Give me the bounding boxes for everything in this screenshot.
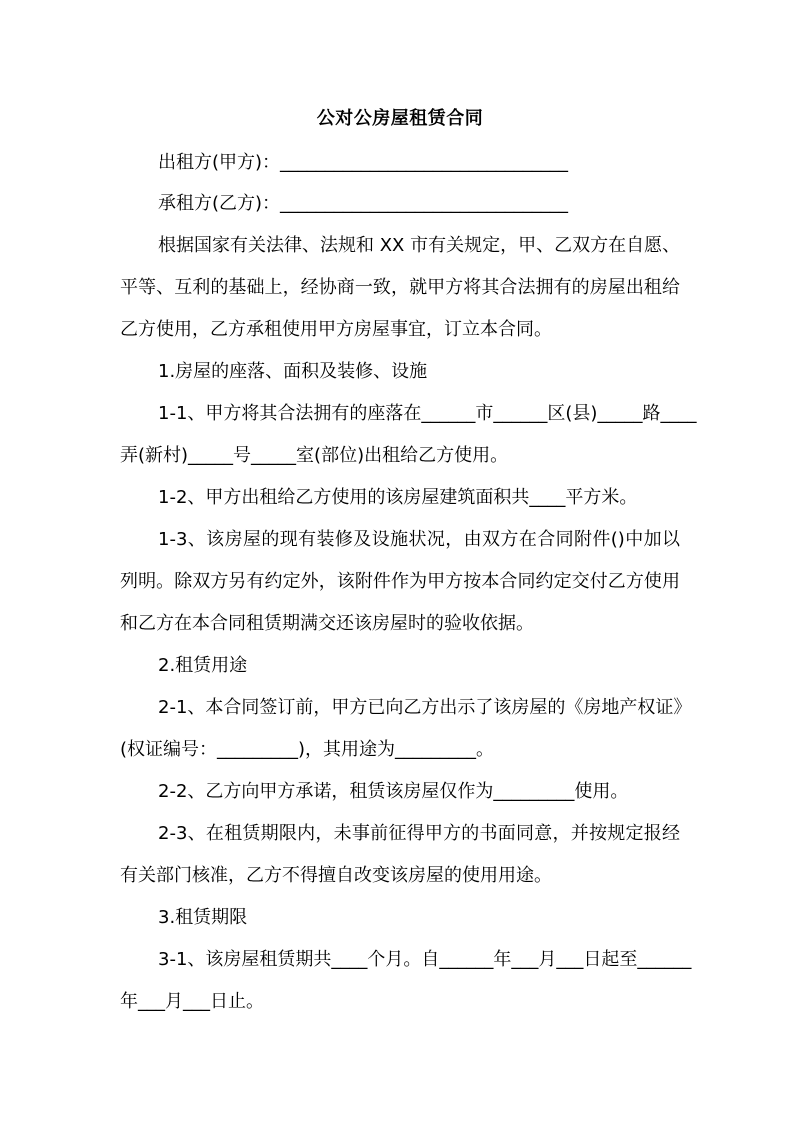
clause-2-1-line-1: 2-1、本合同签订前，甲方已向乙方出示了该房屋的《房地产权证》 xyxy=(158,697,692,718)
clause-1-3-line-2: 列明。除双方另有约定外，该附件作为甲方按本合同约定交付乙方使用 xyxy=(120,571,680,592)
clause-1-3-line-1: 1-3、该房屋的现有装修及设施状况，由双方在合同附件()中加以 xyxy=(158,529,680,550)
clause-2-2: 2-2、乙方向甲方承诺，租赁该房屋仅作为_________使用。 xyxy=(158,781,629,802)
document-title: 公对公房屋租赁合同 xyxy=(316,108,484,129)
preamble-line-2: 平等、互利的基础上，经协商一致，就甲方将其合法拥有的房屋出租给 xyxy=(120,277,680,298)
clause-3-1-line-2: 年___月___日止。 xyxy=(120,991,264,1012)
clause-2-1-line-2: (权证编号：_________)，其用途为_________。 xyxy=(120,739,495,760)
section-heading-3: 3.租赁期限 xyxy=(158,907,248,928)
preamble-line-3: 乙方使用，乙方承租使用甲方房屋事宜，订立本合同。 xyxy=(120,319,552,340)
clause-1-1-line-2: 弄(新村)_____号_____室(部位)出租给乙方使用。 xyxy=(120,445,509,466)
lessee-line: 承租方(乙方)：________________________________ xyxy=(158,193,569,214)
clause-1-3-line-3: 和乙方在本合同租赁期满交还该房屋时的验收依据。 xyxy=(120,613,534,634)
section-heading-1: 1.房屋的座落、面积及装修、设施 xyxy=(158,361,428,382)
section-heading-2: 2.租赁用途 xyxy=(158,655,248,676)
clause-1-2: 1-2、甲方出租给乙方使用的该房屋建筑面积共____平方米。 xyxy=(158,487,638,508)
clause-3-1-line-1: 3-1、该房屋租赁期共____个月。自______年___月___日起至______ xyxy=(158,949,692,970)
clause-2-3-line-2: 有关部门核准，乙方不得擅自改变该房屋的使用用途。 xyxy=(120,865,552,886)
preamble-line-1: 根据国家有关法律、法规和 XX 市有关规定，甲、乙双方在自愿、 xyxy=(158,235,681,256)
clause-2-3-line-1: 2-3、在租赁期限内，未事前征得甲方的书面同意，并按规定报经 xyxy=(158,823,680,844)
lessor-line: 出租方(甲方)：________________________________ xyxy=(158,152,569,173)
clause-1-1-line-1: 1-1、甲方将其合法拥有的座落在______市______区(县)_____路____ xyxy=(158,403,697,424)
